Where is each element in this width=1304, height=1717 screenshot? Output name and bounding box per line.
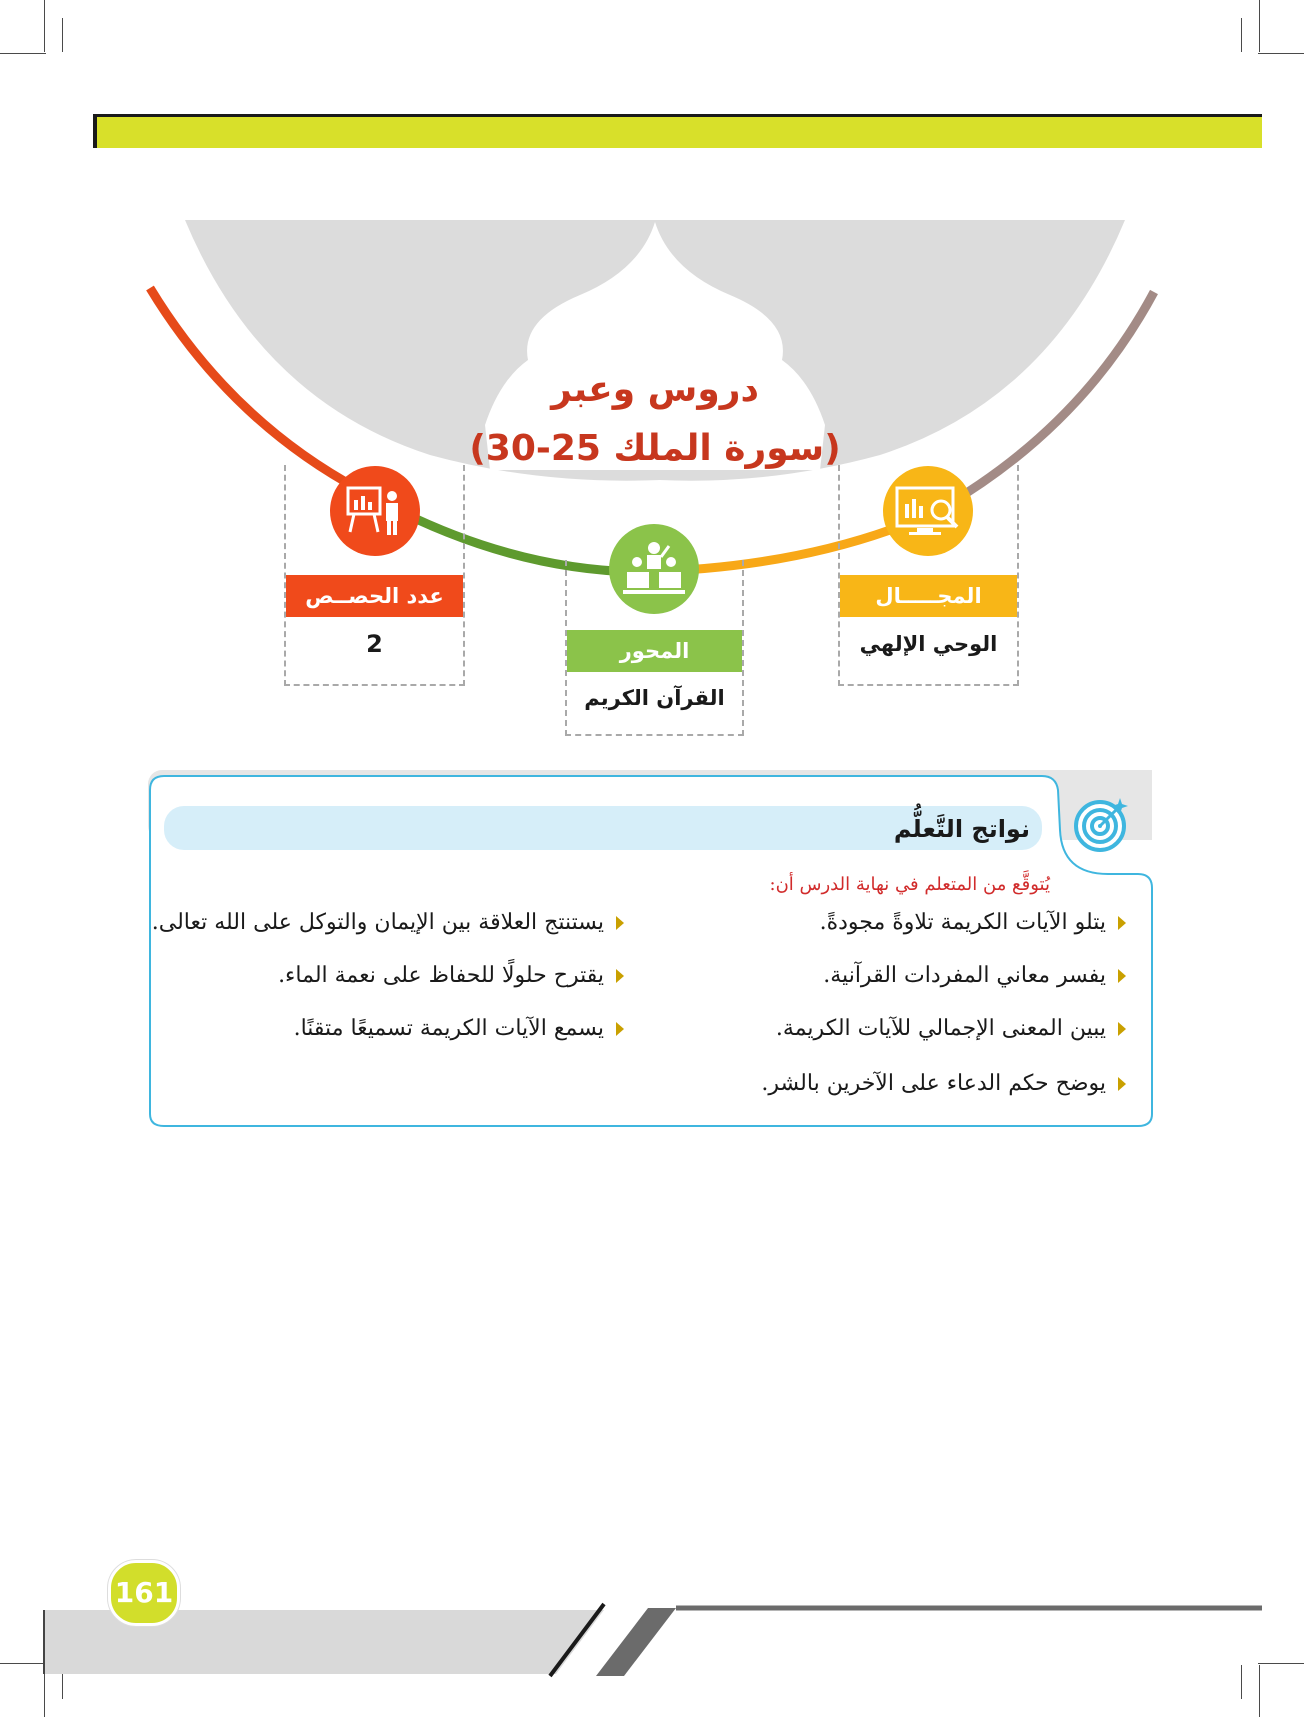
presentation-icon (330, 466, 420, 556)
outcomes-heading: نواتج التَّعلُّم (893, 815, 1030, 843)
domain-value: الوحي الإلهي (859, 632, 998, 656)
target-icon (1072, 794, 1132, 854)
periods-label: عدد الحصــص (286, 575, 463, 617)
bullet-icon (616, 916, 624, 930)
outcomes-intro: يُتوقَّع من المتعلم في نهاية الدرس أن: (769, 874, 1050, 895)
bullet-icon (1118, 1077, 1126, 1091)
outcome-item: يوضح حكم الدعاء على الآخرين بالشر. (761, 1071, 1126, 1096)
outcome-item: يتلو الآيات الكريمة تلاوةً مجودةً. (820, 910, 1126, 935)
bullet-icon (1118, 1022, 1126, 1036)
bullet-icon (1118, 916, 1126, 930)
classroom-icon (609, 524, 699, 614)
lesson-subtitle: (سورة الملك 25-30) (469, 428, 841, 469)
outcome-item: يفسر معاني المفردات القرآنية. (823, 963, 1126, 988)
axis-label: المحور (567, 630, 742, 672)
bullet-icon (616, 969, 624, 983)
analytics-monitor-icon (883, 466, 973, 556)
outcome-item: يقترح حلولًا للحفاظ على نعمة الماء. (278, 963, 624, 988)
domain-label: المجـــــال (840, 575, 1017, 617)
axis-value: القرآن الكريم (584, 686, 725, 710)
outcome-item: يستنتج العلاقة بين الإيمان والتوكل على الله تعالى. (152, 910, 624, 935)
bullet-icon (1118, 969, 1126, 983)
bullet-icon (616, 1022, 624, 1036)
footer-band (0, 1600, 1304, 1680)
outcome-item: يسمع الآيات الكريمة تسميعًا متقنًا. (294, 1016, 624, 1041)
periods-value: 2 (366, 630, 383, 658)
lesson-title: دروس وعبر (551, 369, 759, 410)
page-number: 161 (108, 1560, 180, 1626)
outcome-item: يبين المعنى الإجمالي للآيات الكريمة. (776, 1016, 1126, 1041)
